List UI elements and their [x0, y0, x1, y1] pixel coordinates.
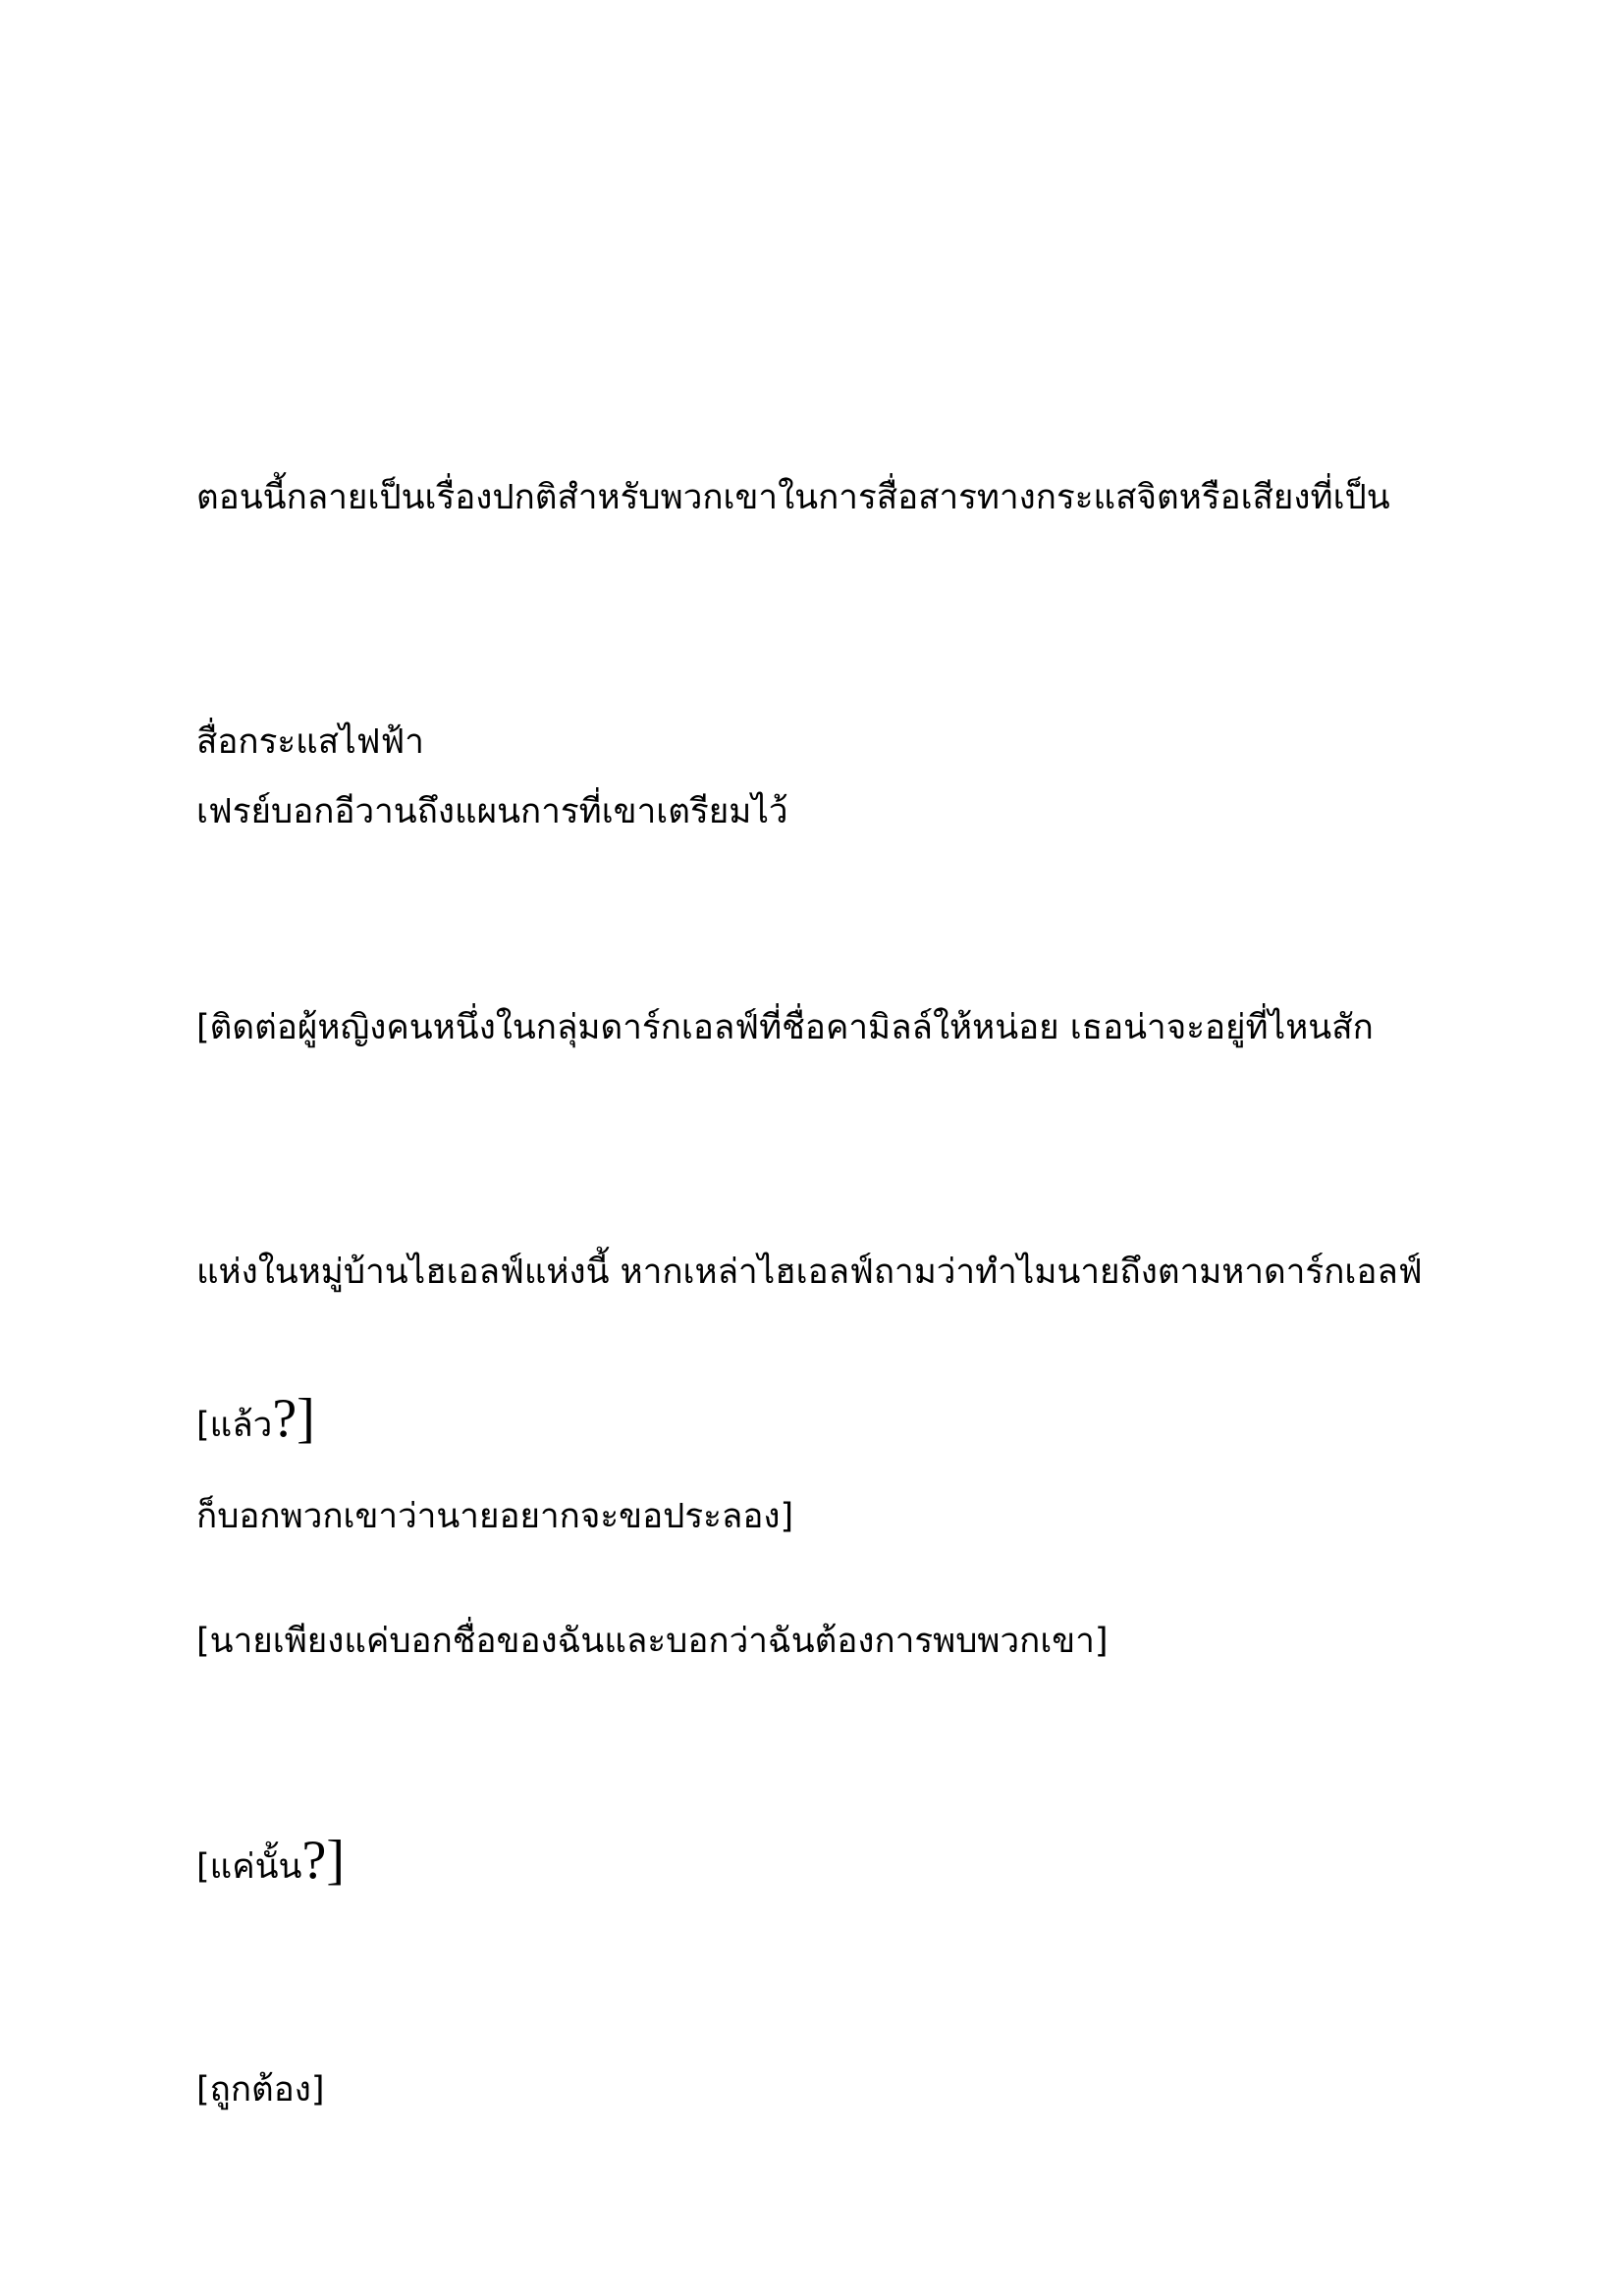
text-line: [ถูกต้อง] — [196, 2070, 325, 2109]
text-line: สื่อกระแสไฟฟ้า — [196, 722, 424, 762]
text-line: [นายเพียงแค่บอกชื่อของฉันและบอกว่าฉันต้องการพบพวกเขา] — [196, 1622, 1109, 1661]
question-mark: ?] — [301, 1830, 345, 1891]
text-line: [ติดต่อผู้หญิงคนหนึ่งในกลุ่มดาร์กเอลฟ์ที่ชื่อคามิลล์ให้หน่อย เธอน่าจะอยู่ที่ไหนสัก — [196, 1008, 1374, 1047]
text-line: ก็บอกพวกเขาว่านายอยากจะขอประลอง] — [196, 1497, 794, 1536]
text-line: เฟรย์บอกอีวานถึงแผนการที่เขาเตรียมไว้ — [196, 792, 788, 831]
paragraph-dialogue-correct — [196, 1887, 1443, 2294]
dialogue-text: [แล้ว — [196, 1406, 273, 1445]
question-mark: ?] — [272, 1388, 315, 1449]
text-line: ตอนนี้กลายเป็นเรื่องปกติสำหรับพวกเขาในการสื่อสารทางกระแสจิตหรือเสียงที่เป็น — [196, 478, 1390, 517]
dialogue-text: [แค่นั้น — [196, 1847, 302, 1887]
text-line: แห่งในหมู่บ้านไฮเอลฟ์แห่งนี้ หากเหล่าไฮเอลฟ์ถามว่าทำไมนายถึงตามหาดาร์กเอลฟ์ — [196, 1253, 1423, 1292]
